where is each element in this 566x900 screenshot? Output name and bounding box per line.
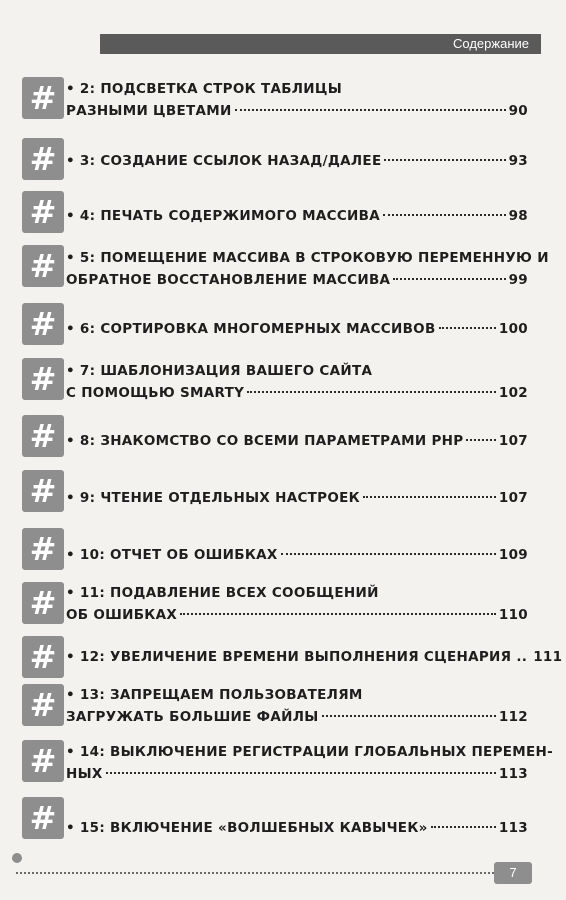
toc-entry-title-line: • 14: ВЫКЛЮЧЕНИЕ РЕГИСТРАЦИИ ГЛОБАЛЬНЫХ ПЕРЕМЕН- bbox=[66, 744, 554, 760]
hash-icon: # bbox=[22, 245, 64, 287]
toc-entry-last-line bbox=[66, 817, 528, 839]
toc-entry-title: • 4: ПЕЧАТЬ СОДЕРЖИМОГО МАССИВА bbox=[66, 208, 380, 224]
toc-entry[interactable] bbox=[66, 360, 528, 404]
dot-leader bbox=[466, 439, 495, 441]
running-header-title: Содержание bbox=[453, 36, 529, 51]
toc-entry[interactable] bbox=[66, 684, 528, 728]
toc-entry-title: • 6: СОРТИРОВКА МНОГОМЕРНЫХ МАССИВОВ bbox=[66, 321, 436, 337]
hash-icon: # bbox=[22, 528, 64, 570]
toc-page-number: 112 bbox=[498, 709, 528, 725]
toc-page-number: 100 bbox=[498, 321, 528, 337]
toc-entry[interactable] bbox=[66, 646, 563, 668]
toc-page-number: 98 bbox=[508, 208, 528, 224]
toc-entry[interactable] bbox=[66, 430, 528, 452]
toc-entry-last-line bbox=[66, 544, 528, 566]
dot-leader bbox=[281, 553, 496, 555]
toc-entry-last-line bbox=[66, 269, 528, 291]
toc-entry[interactable] bbox=[66, 582, 528, 626]
toc-entry-title: РАЗНЫМИ ЦВЕТАМИ bbox=[66, 103, 232, 119]
toc-page-number: 107 bbox=[498, 433, 528, 449]
toc-entry-title: ЗАГРУЖАТЬ БОЛЬШИЕ ФАЙЛЫ bbox=[66, 709, 319, 725]
toc-entry[interactable] bbox=[66, 741, 554, 785]
toc-entry[interactable] bbox=[66, 817, 528, 839]
toc-page-number: 109 bbox=[498, 547, 528, 563]
hash-icon: # bbox=[22, 303, 64, 345]
toc-entry-title: • 15: ВКЛЮЧЕНИЕ «ВОЛШЕБНЫХ КАВЫЧЕК» bbox=[66, 820, 428, 836]
toc-entry[interactable] bbox=[66, 544, 528, 566]
toc-entry-title: • 9: ЧТЕНИЕ ОТДЕЛЬНЫХ НАСТРОЕК bbox=[66, 490, 360, 506]
toc-entry-last-line bbox=[66, 763, 528, 785]
toc-page-number: 107 bbox=[498, 490, 528, 506]
toc-page-number: 113 bbox=[498, 766, 528, 782]
toc-page-number: 110 bbox=[498, 607, 528, 623]
toc-entry-title-line: • 7: ШАБЛОНИЗАЦИЯ ВАШЕГО САЙТА bbox=[66, 363, 373, 379]
dot-leader bbox=[106, 772, 496, 774]
toc-entry-title: ОБРАТНОЕ ВОССТАНОВЛЕНИЕ МАССИВА bbox=[66, 272, 391, 288]
toc-entry-last-line bbox=[66, 706, 528, 728]
hash-icon: # bbox=[22, 797, 64, 839]
dot-leader bbox=[383, 214, 506, 216]
hash-icon: # bbox=[22, 77, 64, 119]
toc-entry-last-line bbox=[66, 487, 528, 509]
toc-entry[interactable] bbox=[66, 487, 528, 509]
toc-entry[interactable] bbox=[66, 247, 549, 291]
hash-icon: # bbox=[22, 636, 64, 678]
toc-entry-title: • 3: СОЗДАНИЕ ССЫЛОК НАЗАД/ДАЛЕЕ bbox=[66, 153, 382, 169]
toc-entry-last-line bbox=[66, 646, 563, 668]
running-header bbox=[100, 34, 541, 54]
toc-entry-last-line bbox=[66, 205, 528, 227]
toc-entry-title: • 10: ОТЧЕТ ОБ ОШИБКАХ bbox=[66, 547, 278, 563]
dot-leader bbox=[180, 613, 496, 615]
dot-leader bbox=[431, 826, 496, 828]
toc-entry[interactable] bbox=[66, 78, 528, 122]
toc-entry-last-line bbox=[66, 604, 528, 626]
toc-entry-title-line: • 11: ПОДАВЛЕНИЕ ВСЕХ СООБЩЕНИЙ bbox=[66, 585, 379, 601]
hash-icon: # bbox=[22, 582, 64, 624]
hash-icon: # bbox=[22, 138, 64, 180]
dot-leader bbox=[247, 391, 496, 393]
page-number-badge: 7 bbox=[494, 862, 532, 884]
dot-leader bbox=[393, 278, 505, 280]
toc-entry-last-line bbox=[66, 382, 528, 404]
dot-leader bbox=[363, 496, 496, 498]
toc-entry-title: • 12: УВЕЛИЧЕНИЕ ВРЕМЕНИ ВЫПОЛНЕНИЯ СЦЕНАРИЯ .. bbox=[66, 649, 528, 665]
toc-entry[interactable] bbox=[66, 318, 528, 340]
footer-rule bbox=[16, 872, 494, 874]
dot-leader bbox=[439, 327, 496, 329]
toc-entry[interactable] bbox=[66, 205, 528, 227]
hash-icon: # bbox=[22, 470, 64, 512]
toc-entry-title: НЫХ bbox=[66, 766, 103, 782]
toc-page-number: 113 bbox=[498, 820, 528, 836]
toc-page-number: 90 bbox=[508, 103, 528, 119]
dot-leader bbox=[322, 715, 496, 717]
toc-page-number: 102 bbox=[498, 385, 528, 401]
hash-icon: # bbox=[22, 358, 64, 400]
hash-icon: # bbox=[22, 415, 64, 457]
footer-bullet bbox=[12, 853, 22, 863]
toc-entry-title: С ПОМОЩЬЮ SMARTY bbox=[66, 385, 245, 401]
hash-icon: # bbox=[22, 191, 64, 233]
toc-entry-last-line bbox=[66, 318, 528, 340]
dot-leader bbox=[235, 109, 506, 111]
dot-leader bbox=[384, 159, 505, 161]
toc-entry-title-line: • 5: ПОМЕЩЕНИЕ МАССИВА В СТРОКОВУЮ ПЕРЕМЕННУЮ И bbox=[66, 250, 549, 266]
toc-entry-last-line bbox=[66, 430, 528, 452]
toc-page-number: 99 bbox=[508, 272, 528, 288]
toc-entry-last-line bbox=[66, 150, 528, 172]
toc-entry-title-line: • 2: ПОДСВЕТКА СТРОК ТАБЛИЦЫ bbox=[66, 81, 343, 97]
toc-entry-title-line: • 13: ЗАПРЕЩАЕМ ПОЛЬЗОВАТЕЛЯМ bbox=[66, 687, 363, 703]
hash-icon: # bbox=[22, 740, 64, 782]
toc-entry-last-line bbox=[66, 100, 528, 122]
toc-entry-title: ОБ ОШИБКАХ bbox=[66, 607, 178, 623]
toc-page-number: 93 bbox=[508, 153, 528, 169]
toc-page-number: 111 bbox=[533, 649, 563, 665]
toc-entry[interactable] bbox=[66, 150, 528, 172]
hash-icon: # bbox=[22, 684, 64, 726]
toc-entry-title: • 8: ЗНАКОМСТВО СО ВСЕМИ ПАРАМЕТРАМИ PHP bbox=[66, 433, 464, 449]
